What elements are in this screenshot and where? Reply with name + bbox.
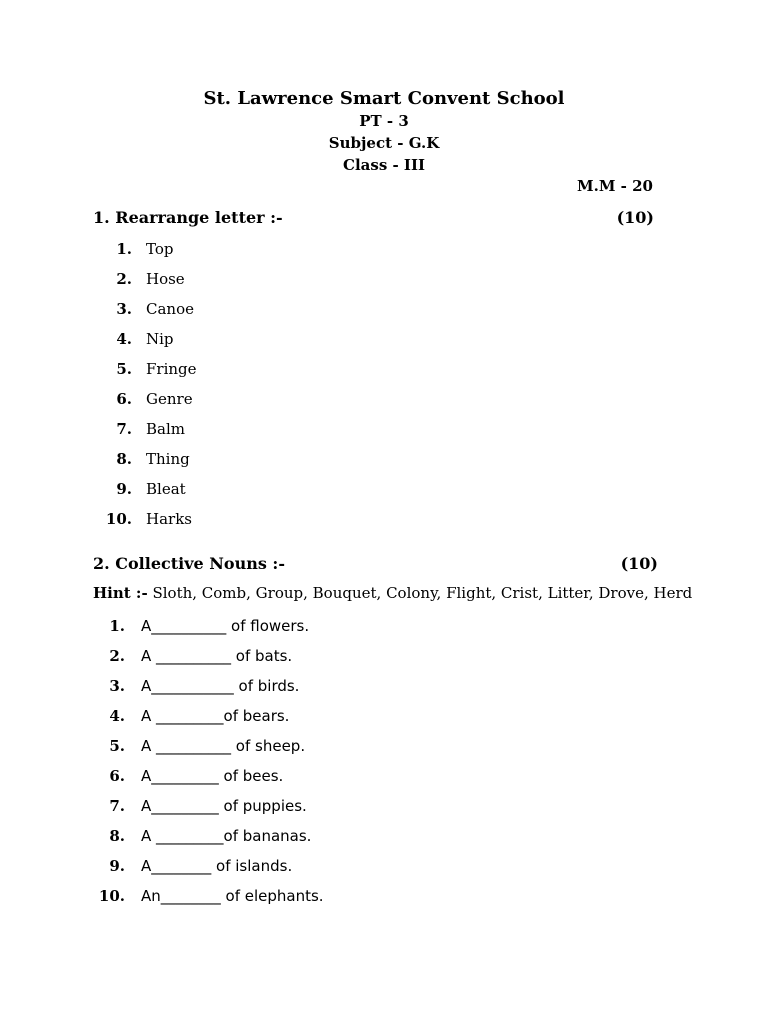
subject-line: Subject - G.K xyxy=(328,134,440,152)
item-text: Canoe xyxy=(146,300,194,318)
item-number: 6. xyxy=(116,390,132,408)
item-text: A__________ of flowers. xyxy=(141,617,310,635)
item-number: 1. xyxy=(109,617,125,635)
item-number: 2. xyxy=(116,270,132,288)
section1-title: 1. Rearrange letter :- xyxy=(93,208,283,227)
item-text: A___________ of birds. xyxy=(141,677,300,695)
item-number: 8. xyxy=(116,450,132,468)
list-item xyxy=(98,886,324,916)
max-marks: M.M - 20 xyxy=(577,177,653,195)
rearrange-list xyxy=(105,239,197,539)
list-item xyxy=(109,826,324,856)
list-item xyxy=(116,389,197,419)
list-item xyxy=(116,479,197,509)
list-item xyxy=(116,269,197,299)
item-number: 8. xyxy=(109,827,125,845)
item-number: 6. xyxy=(109,767,125,785)
list-item xyxy=(109,646,324,676)
item-text: A_________ of bees. xyxy=(141,767,284,785)
item-text: A _________of bears. xyxy=(141,707,290,725)
item-text: Thing xyxy=(146,450,190,468)
item-number: 10. xyxy=(105,510,132,528)
list-item xyxy=(109,706,324,736)
section1-marks: (10) xyxy=(616,208,654,227)
item-number: 9. xyxy=(116,480,132,498)
item-text: Balm xyxy=(146,420,185,438)
list-item xyxy=(109,766,324,796)
item-text: A________ of islands. xyxy=(141,857,293,875)
list-item xyxy=(109,856,324,886)
item-number: 4. xyxy=(109,707,125,725)
hint-words: Sloth, Comb, Group, Bouquet, Colony, Flight, Crist, Litter, Drove, Herd xyxy=(147,584,693,602)
class-line: Class - III xyxy=(343,156,425,174)
item-number: 3. xyxy=(109,677,125,695)
item-number: 9. xyxy=(109,857,125,875)
item-text: Harks xyxy=(146,510,192,528)
item-number: 4. xyxy=(116,330,132,348)
item-text: Fringe xyxy=(146,360,197,378)
list-item xyxy=(116,359,197,389)
item-text: Genre xyxy=(146,390,193,408)
list-item xyxy=(105,509,197,539)
item-text: Hose xyxy=(146,270,185,288)
item-number: 7. xyxy=(109,797,125,815)
item-number: 10. xyxy=(98,887,125,905)
list-item xyxy=(116,419,197,449)
item-number: 2. xyxy=(109,647,125,665)
test-name: PT - 3 xyxy=(359,112,409,130)
item-text: A _________of bananas. xyxy=(141,827,312,845)
list-item xyxy=(116,449,197,479)
item-text: Bleat xyxy=(146,480,186,498)
list-item xyxy=(116,299,197,329)
item-number: 1. xyxy=(116,240,132,258)
list-item xyxy=(116,239,197,269)
hint-line xyxy=(93,584,692,602)
item-number: 7. xyxy=(116,420,132,438)
item-text: A_________ of puppies. xyxy=(141,797,307,815)
item-text: A __________ of bats. xyxy=(141,647,293,665)
list-item xyxy=(109,736,324,766)
item-text: An________ of elephants. xyxy=(141,887,324,905)
collective-nouns-list xyxy=(98,616,324,916)
hint-label: Hint :- xyxy=(93,584,148,602)
item-number: 5. xyxy=(116,360,132,378)
school-name: St. Lawrence Smart Convent School xyxy=(203,88,565,109)
item-text: A __________ of sheep. xyxy=(141,737,306,755)
list-item xyxy=(109,676,324,706)
item-text: Top xyxy=(146,240,174,258)
section2-title: 2. Collective Nouns :- xyxy=(93,554,285,573)
list-item xyxy=(109,616,324,646)
list-item xyxy=(116,329,197,359)
section2-marks: (10) xyxy=(620,554,658,573)
item-number: 5. xyxy=(109,737,125,755)
item-text: Nip xyxy=(146,330,174,348)
list-item xyxy=(109,796,324,826)
item-number: 3. xyxy=(116,300,132,318)
